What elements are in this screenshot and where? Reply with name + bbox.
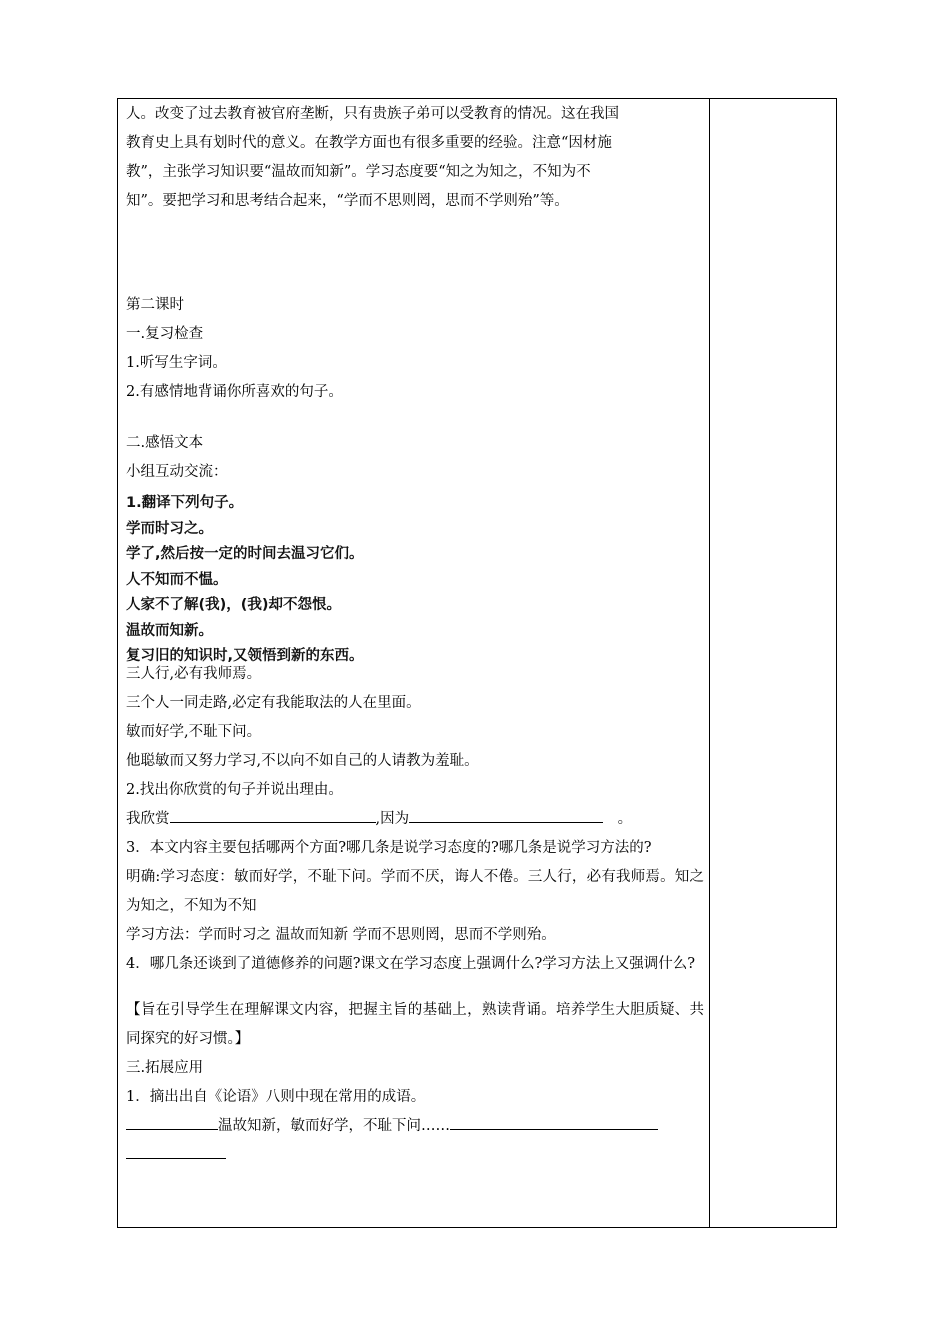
translation-line: 人不知而不愠。 <box>126 571 228 588</box>
answer-method: 学习方法：学而时习之 温故而知新 学而不思则罔，思而不学则殆。 <box>126 926 556 943</box>
translation-line: 敏而好学,不耻下问。 <box>126 723 262 740</box>
lesson-title: 第二课时 <box>126 297 184 313</box>
intro-line: 人。改变了过去教育被官府垄断，只有贵族子弟可以受教育的情况。这在我国 <box>126 106 619 122</box>
translation-line: 1.翻译下列句子。 <box>126 495 244 511</box>
translation-line: 三个人一同走路,必定有我能取法的人在里面。 <box>126 694 421 711</box>
translation-block <box>126 491 704 670</box>
translation-line: 温故而知新。 <box>126 622 213 639</box>
blank-underline[interactable] <box>126 1142 226 1159</box>
list-item: 2.有感情地背诵你所喜欢的句子。 <box>126 384 343 400</box>
answer-attitude: 明确:学习态度：敏而好学，不耻下问。学而不厌，诲人不倦。三人行，必有我师焉。知之为知之，不知为不知 <box>126 868 704 914</box>
translation-line: 人家不了解(我)，(我)却不怨恨。 <box>126 597 342 613</box>
question-1: 1．摘出出自《论语》八则中现在常用的成语。 <box>126 1088 426 1105</box>
blank-underline[interactable] <box>170 806 376 823</box>
intro-line: 知”。要把学习和思考结合起来，“学而不思则罔，思而不学则殆”等。 <box>126 193 569 209</box>
translation-line: 学了,然后按一定的时间去温习它们。 <box>126 546 364 562</box>
intro-line: 教育史上具有划时代的意义。在教学方面也有很多重要的经验。注意“因材施 <box>126 135 612 151</box>
translation-line: 复习旧的知识时,又领悟到新的东西。 <box>126 648 364 664</box>
teaching-note: 【旨在引导学生在理解课文内容，把握主旨的基础上，熟读背诵。培养学生大胆质疑、共同探究的好习惯。】 <box>126 1001 704 1047</box>
fill-prefix: 我欣赏 <box>126 810 170 827</box>
fill-mid: ,因为 <box>375 810 410 827</box>
list-item: 1.听写生字词。 <box>126 355 227 371</box>
column-divider <box>709 98 710 1228</box>
question-2: 2.找出你欣赏的句子并说出理由。 <box>126 781 343 798</box>
section-intro: 小组互动交流： <box>126 464 228 480</box>
intro-line: 教”，主张学习知识要“温故而知新”。学习态度要“知之为知之，不知为不 <box>126 164 591 180</box>
translation-line: 三人行,必有我师焉。 <box>126 665 262 682</box>
fill-in-line <box>126 805 704 834</box>
question-4: 4．哪几条还谈到了道德修养的问题?课文在学习态度上强调什么?学习方法上又强调什么? <box>126 955 696 972</box>
translation-line: 他聪敏而又努力学习,不以向不如自己的人请教为羞耻。 <box>126 752 479 769</box>
main-content-cell <box>126 100 704 1170</box>
fill-in-line <box>126 1141 704 1170</box>
blank-underline[interactable] <box>126 1113 218 1130</box>
fill-text: 温故知新，敏而好学，不耻下问…… <box>218 1117 450 1134</box>
section-heading: 一.复习检查 <box>126 326 204 342</box>
blank-underline[interactable] <box>409 806 603 823</box>
translation-line: 学而时习之。 <box>126 520 213 537</box>
section-heading: 二.感悟文本 <box>126 435 204 451</box>
blank-underline[interactable] <box>450 1113 658 1130</box>
fill-in-line <box>126 1112 704 1141</box>
section-heading: 三.拓展应用 <box>126 1059 204 1076</box>
fill-suffix: 。 <box>603 810 633 827</box>
question-3: 3．本文内容主要包括哪两个方面?哪几条是说学习态度的?哪几条是说学习方法的? <box>126 839 652 856</box>
